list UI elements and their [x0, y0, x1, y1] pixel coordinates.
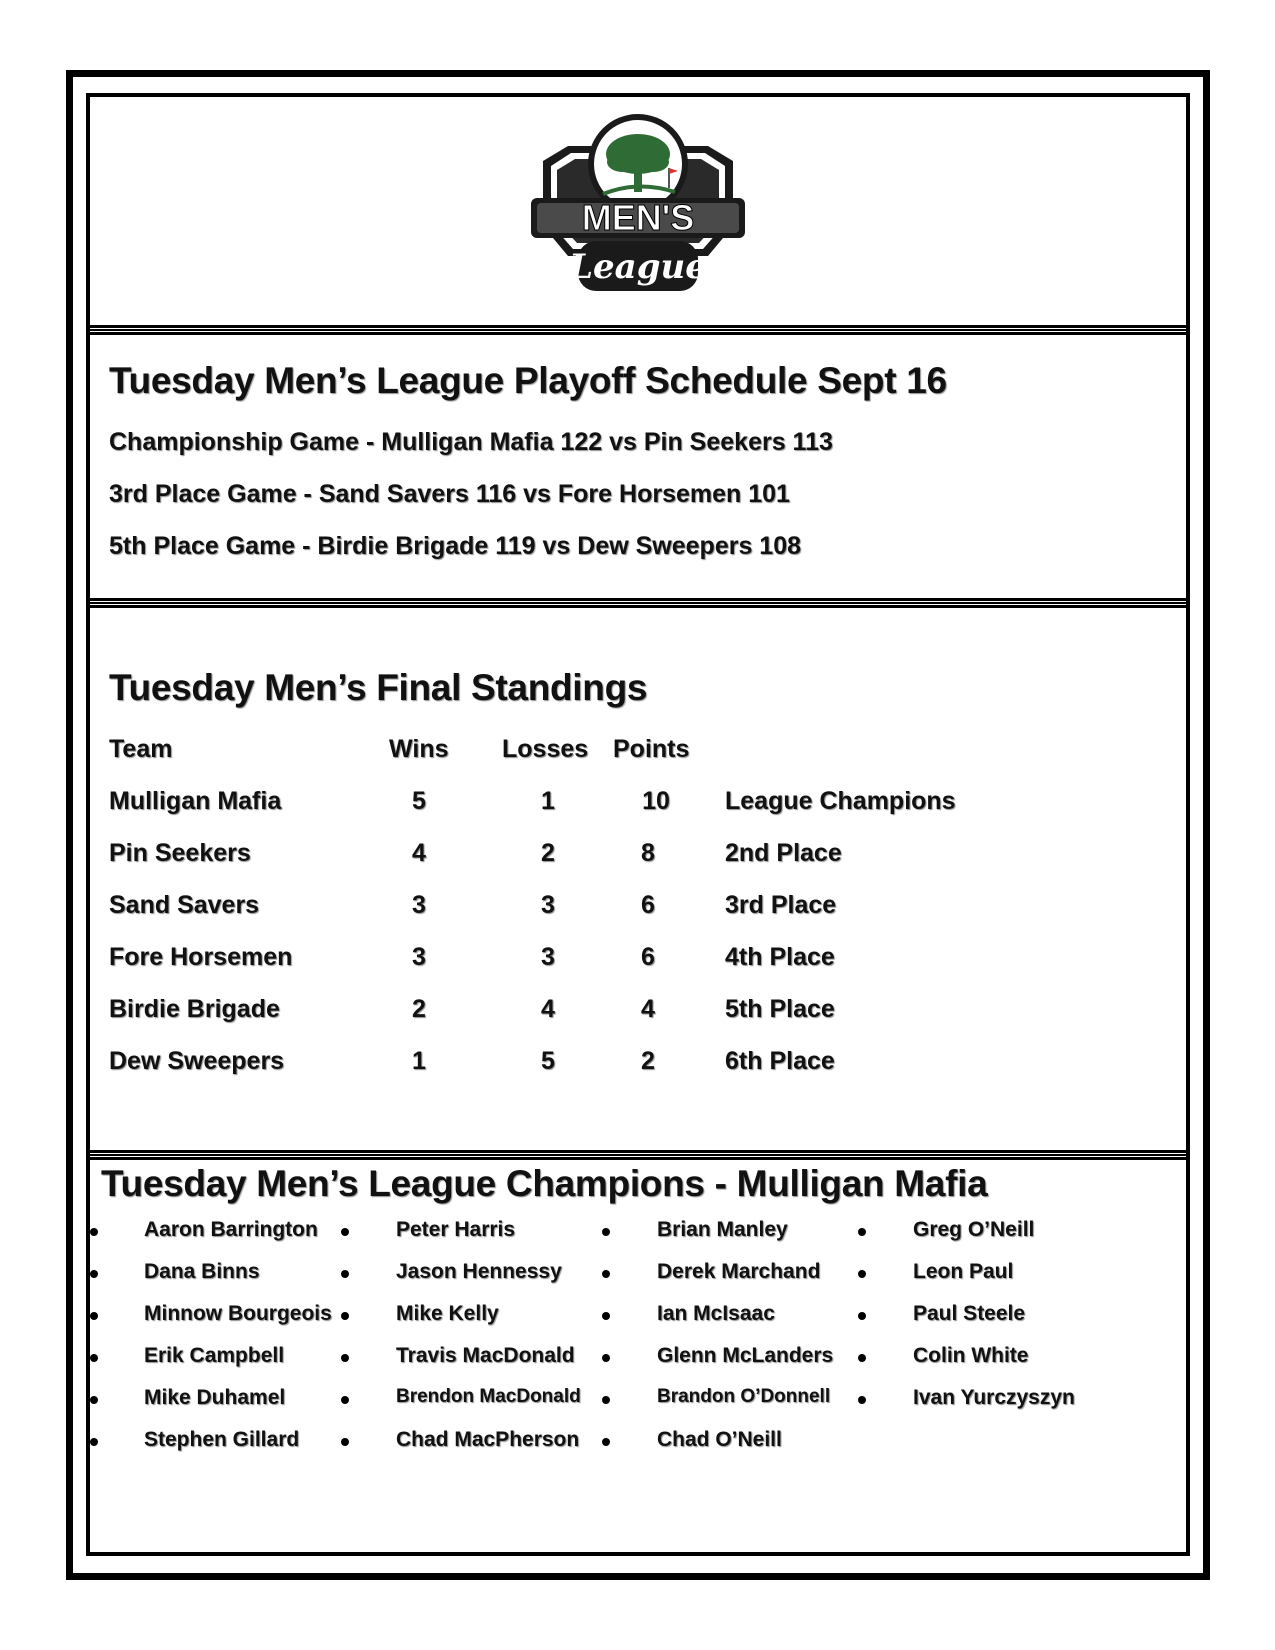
- bullet-icon: [341, 1228, 349, 1236]
- roster-name: Peter Harris: [396, 1218, 516, 1241]
- standings-points: 10: [642, 787, 670, 815]
- roster-name: Derek Marchand: [657, 1260, 821, 1283]
- roster-name: Dana Binns: [144, 1260, 260, 1283]
- standings-points: 8: [641, 839, 655, 867]
- standings-wins: 3: [412, 891, 426, 919]
- bullet-icon: [858, 1270, 866, 1278]
- standings-wins: 4: [412, 839, 426, 867]
- header-team: Team: [109, 735, 173, 763]
- playoff-game: 5th Place Game - Birdie Brigade 119 vs Dew Sweepers 108: [109, 532, 802, 560]
- roster-name: Brandon O’Donnell: [657, 1386, 831, 1407]
- roster-name: Minnow Bourgeois: [144, 1302, 332, 1325]
- bullet-icon: [90, 1396, 98, 1404]
- standings-place: 6th Place: [725, 1047, 835, 1075]
- standings-team: Birdie Brigade: [109, 995, 280, 1023]
- standings-place: 5th Place: [725, 995, 835, 1023]
- roster-name: Leon Paul: [913, 1260, 1014, 1283]
- standings-wins: 3: [412, 943, 426, 971]
- standings-wins: 5: [412, 787, 426, 815]
- standings-place: 4th Place: [725, 943, 835, 971]
- bullet-icon: [602, 1438, 610, 1446]
- bullet-icon: [341, 1438, 349, 1446]
- standings-place: 3rd Place: [725, 891, 837, 919]
- roster-name: Greg O’Neill: [913, 1218, 1035, 1241]
- roster-name: Jason Hennessy: [396, 1260, 562, 1283]
- header-points: Points: [613, 735, 690, 763]
- bullet-icon: [602, 1312, 610, 1320]
- bullet-icon: [341, 1312, 349, 1320]
- roster-name: Paul Steele: [913, 1302, 1026, 1325]
- roster-name: Travis MacDonald: [396, 1344, 575, 1367]
- standings-losses: 3: [541, 943, 555, 971]
- standings-points: 4: [641, 995, 655, 1023]
- roster-name: Glenn McLanders: [657, 1344, 834, 1367]
- roster-name: Brendon MacDonald: [396, 1386, 581, 1407]
- standings-wins: 2: [412, 995, 426, 1023]
- standings-points: 6: [641, 891, 655, 919]
- roster-name: Ian McIsaac: [657, 1302, 775, 1325]
- mens-league-logo: [523, 106, 753, 316]
- standings-losses: 5: [541, 1047, 555, 1075]
- bullet-icon: [602, 1396, 610, 1404]
- champions-title: Tuesday Men’s League Champions - Mulligan Mafia: [101, 1163, 988, 1204]
- bullet-icon: [341, 1354, 349, 1362]
- standings-title: Tuesday Men’s Final Standings: [109, 667, 648, 708]
- bullet-icon: [858, 1228, 866, 1236]
- bullet-icon: [90, 1270, 98, 1278]
- standings-points: 2: [641, 1047, 655, 1075]
- roster-name: Mike Duhamel: [144, 1386, 286, 1409]
- bullet-icon: [858, 1312, 866, 1320]
- bullet-icon: [858, 1396, 866, 1404]
- roster-name: Erik Campbell: [144, 1344, 285, 1367]
- standings-losses: 4: [541, 995, 555, 1023]
- divider-2: [86, 598, 1190, 608]
- standings-wins: 1: [412, 1047, 426, 1075]
- bullet-icon: [90, 1354, 98, 1362]
- bullet-icon: [858, 1354, 866, 1362]
- bullet-icon: [90, 1312, 98, 1320]
- header-losses: Losses: [502, 735, 589, 763]
- logo-league-text: League: [569, 247, 707, 287]
- roster-name: Brian Manley: [657, 1218, 788, 1241]
- standings-team: Sand Savers: [109, 891, 260, 919]
- roster-name: Colin White: [913, 1344, 1029, 1367]
- standings-points: 6: [641, 943, 655, 971]
- bullet-icon: [602, 1354, 610, 1362]
- standings-losses: 3: [541, 891, 555, 919]
- standings-place: League Champions: [725, 787, 956, 815]
- divider-1: [86, 325, 1190, 335]
- header-wins: Wins: [389, 735, 449, 763]
- roster-name: Stephen Gillard: [144, 1428, 300, 1451]
- standings-losses: 1: [541, 787, 555, 815]
- roster-name: Aaron Barrington: [144, 1218, 318, 1241]
- roster-name: Chad O’Neill: [657, 1428, 782, 1451]
- bullet-icon: [341, 1270, 349, 1278]
- roster-name: Mike Kelly: [396, 1302, 499, 1325]
- standings-team: Mulligan Mafia: [109, 787, 282, 815]
- standings-team: Pin Seekers: [109, 839, 251, 867]
- divider-3: [86, 1150, 1190, 1160]
- roster-name: Chad MacPherson: [396, 1428, 580, 1451]
- playoff-game: 3rd Place Game - Sand Savers 116 vs Fore Horsemen 101: [109, 480, 790, 508]
- roster-name: Ivan Yurczyszyn: [913, 1386, 1075, 1409]
- standings-team: Dew Sweepers: [109, 1047, 285, 1075]
- playoff-title: Tuesday Men’s League Playoff Schedule Sept 16: [109, 360, 947, 401]
- standings-losses: 2: [541, 839, 555, 867]
- bullet-icon: [90, 1438, 98, 1446]
- standings-place: 2nd Place: [725, 839, 842, 867]
- standings-team: Fore Horsemen: [109, 943, 293, 971]
- bullet-icon: [602, 1270, 610, 1278]
- bullet-icon: [602, 1228, 610, 1236]
- bullet-icon: [90, 1228, 98, 1236]
- logo-mens-text: MEN'S: [581, 197, 695, 238]
- playoff-game: Championship Game - Mulligan Mafia 122 vs Pin Seekers 113: [109, 428, 833, 456]
- bullet-icon: [341, 1396, 349, 1404]
